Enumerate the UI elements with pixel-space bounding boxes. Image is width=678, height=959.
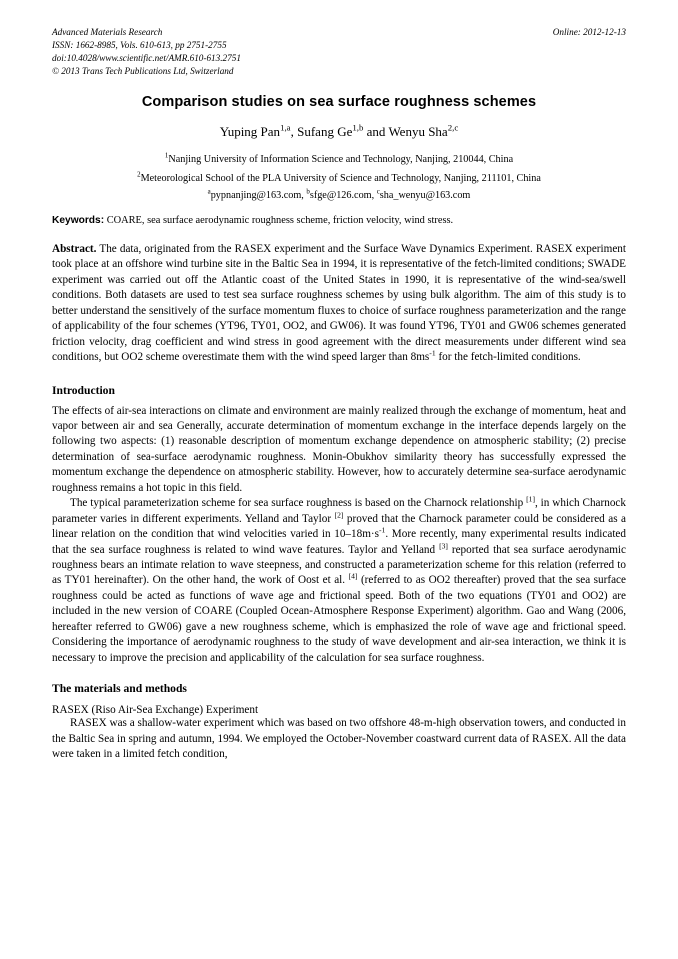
p2-part4: . More recently, many experimental results indicated that the sea surface roughness is related to wind wave features. Taylor and Yelland [52, 528, 626, 556]
keywords-label: Keywords: [52, 214, 105, 226]
issn-line: ISSN: 1662-8985, Vols. 610-613, pp 2751-2755 [52, 40, 227, 51]
abstract-text: The data, originated from the RASEX experiment and the Surface Wave Dynamics Experiment. RASEX experiment took place at an offshore wind turbine site in the Baltic Sea in 1994, it is representative of the fetch-limited conditions; SWADE experiment was carried out off the Atlantic coast of the United States in 1990, it is representative of the wind-sea/swell conditions. Both datasets are used to test sea surface roughness schemes by using bulk algorithm. The aim of this study is to better understand the sensitively of the surface momentum fluxes to choice of surface roughness parameterization and the range of applicability of the four schemes (YT96, TY01, OO2, and GW06). It was found YT96, TY01 and GW06 schemes generated friction velocity, drag coefficient and wind stress in good agreement with the direct measurements under different wind sea conditions, but OO2 scheme overestimate them with the wind speed larger than 8ms [52, 242, 626, 364]
page-title: Comparison studies on sea surface roughness schemes [141, 94, 537, 111]
journal-name: Advanced Materials Research [52, 27, 163, 37]
p2-part2: , in which Charnock parameter varies in different experiments. Yelland and Taylor [52, 497, 626, 525]
author-1: Yuping Pan$^{1,a}$ [219, 122, 291, 140]
author-1-marks: 1,a [280, 122, 291, 133]
affiliation-1-mark: 1 [164, 152, 169, 160]
p2-part3: proved that the Charnock parameter could be considered as a linear relation on the condition that wind velocities varied in 10–18m·s [52, 512, 626, 541]
online-date: Online: 2012-12-13 [552, 27, 626, 37]
abstract-block [52, 242, 626, 366]
affiliation-2 [52, 171, 626, 187]
affiliation-1-text: Nanjing University of Information Science and Technology, Nanjing, 210044, China [168, 154, 514, 166]
p2-part6: (referred to as OO2 thereafter) proved that the sea surface roughness could be acted as functions of wave age and frictional speed. Both of the two equations (TY01 and OO2) are included in the new version of COARE (Coupled Ocean-Atmosphere Response Experiment) algorithm. Gao and Wang (2006, hereafter referred to GW06) gave a new roughness scheme, which is emphasized the role of wave age and frictional speed. Considering the importance of aerodynamic roughness to the study of wave development and air-sea interaction, we think it is necessary to improve the precision and applicability of the calculation for sea surface roughness. [52, 574, 626, 664]
author-2-marks: 1,b [352, 122, 364, 133]
intro-paragraph-2 [52, 496, 626, 666]
page-header [52, 26, 626, 78]
author-list [52, 124, 626, 140]
copyright-line: © 2013 Trans Tech Publications Ltd, Switzerland [52, 66, 234, 77]
email-mark-a: a [207, 188, 211, 196]
abstract-sup: -1 [429, 348, 436, 358]
citation-4: [4] [348, 571, 358, 581]
affiliation-2-mark: 2 [137, 171, 141, 179]
materials-paragraph-1: RASEX was a shallow-water experiment which was based on two offshore 48-m-high observation towers, and conducted in the Baltic Sea in spring and autumn, 1994. We employed the October-November coastward current data of RASEX. All the data were taken in a limited fetch condition, [52, 717, 626, 761]
keywords-line [52, 215, 626, 226]
section-heading-materials: The materials and methods [52, 682, 187, 696]
author-3: Wenyu Sha$^{2,c}$ [388, 122, 459, 140]
section-heading-introduction: Introduction [52, 383, 115, 397]
p2-part1: The typical parameterization scheme for sea surface roughness is based on the Charnock relationship [70, 497, 527, 510]
author-sep-2: and [363, 124, 389, 140]
intro-paragraph-1: The effects of air-sea interactions on climate and environment are mainly realized through the exchange of momentum, heat and vapor between air and sea Generally, accurate determination of momentum exchange in the interface depends largely on the following two aspects: (1) reasonable description of momentum exchange dependence on atmospheric stability; (2) precise determination of sea-surface aerodynamic roughness. Monin-Obukhov similarity theory has successfully expressed the momentum exchange the dependence on atmospheric stability. However, how to accurately determine sea-surface aerodynamic roughness remains a hot topic in this field. [52, 404, 626, 494]
email-mark-c: c [376, 188, 380, 196]
author-emails: $^a$pypnanjing@163.com, $^b$sfge@126.com, $^c$sha_wenyu@163.com [207, 188, 471, 201]
doi-line: doi:10.4028/www.scientific.net/AMR.610-613.2751 [52, 53, 241, 64]
keywords-text: COARE, sea surface aerodynamic roughness scheme, friction velocity, wind stress. [104, 214, 454, 226]
p2-part5: reported that sea surface aerodynamic roughness bears an intimate relation to wave steepness, and constructed a parameterization scheme for this relation (referred to as TY01 hereinafter). On the other hand, the work of Oost et al. [52, 543, 626, 587]
abstract-text-tail: for the fetch-limited conditions. [435, 351, 581, 364]
citation-2: [2] [334, 509, 344, 519]
email-mark-b: b [306, 188, 310, 196]
citation-3: [3] [439, 540, 448, 550]
citation-1: [1] [526, 494, 535, 504]
author-3-marks: 2,c [447, 122, 459, 133]
author-2: Sufang Ge$^{1,b}$ [297, 122, 364, 140]
p2-sup-1: -1 [378, 525, 386, 535]
author-sep-1: , [290, 124, 298, 140]
abstract-label: Abstract. [52, 242, 97, 255]
subsection-heading-rasex: RASEX (Riso Air-Sea Exchange) Experiment [52, 704, 259, 717]
affiliation-1 [52, 152, 626, 168]
affiliation-2-text: Meteorological School of the PLA University of Science and Technology, Nanjing, 211101, China [140, 173, 541, 185]
